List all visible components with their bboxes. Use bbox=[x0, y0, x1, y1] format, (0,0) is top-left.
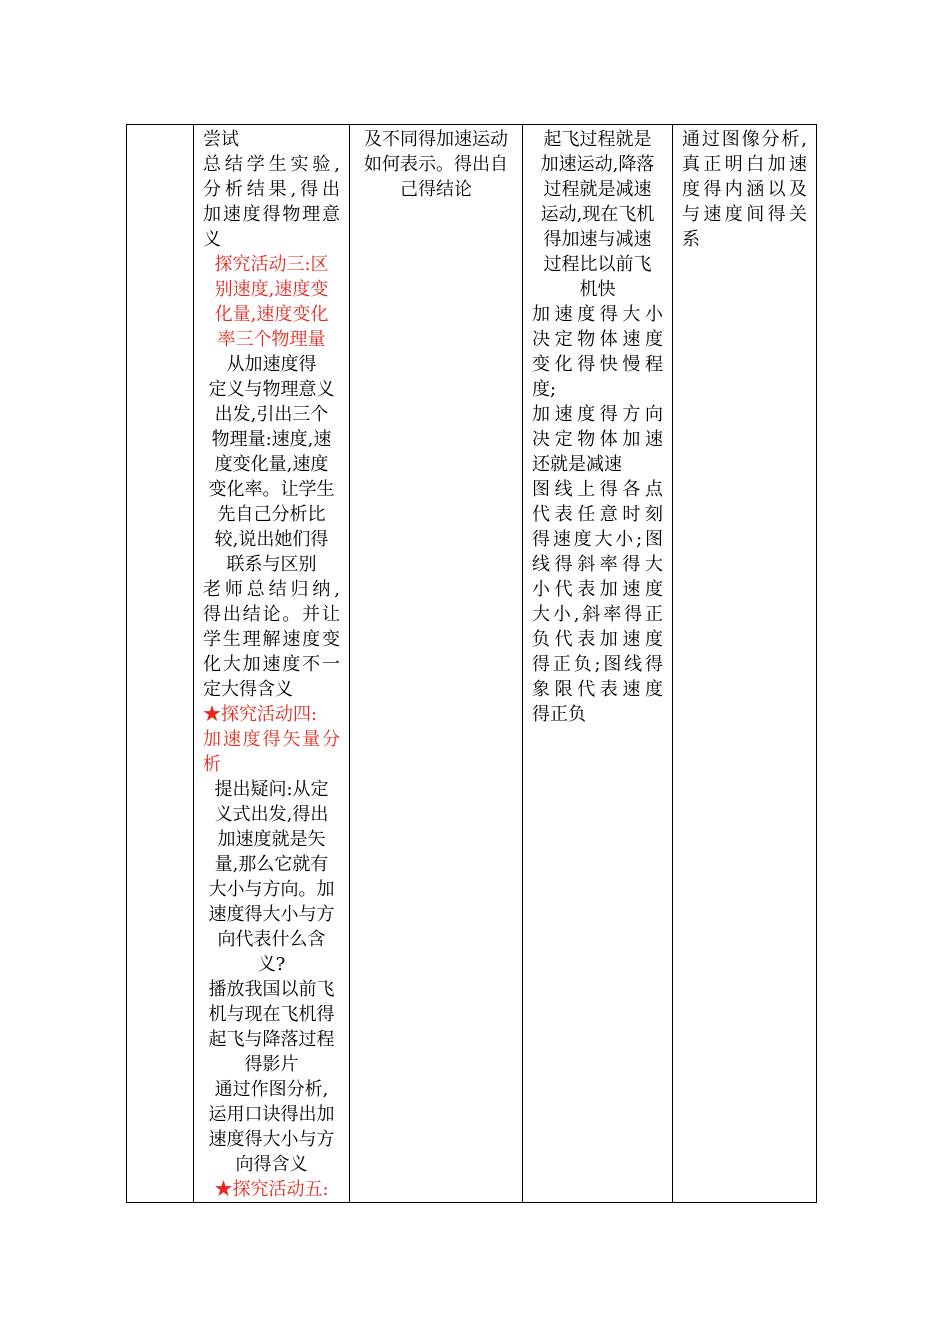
cell-text-line: 物理量:速度,速 bbox=[211, 429, 332, 450]
cell-text-line: 大小,斜率得正 bbox=[532, 604, 663, 625]
cell-text-line: 得影片 bbox=[244, 1054, 299, 1075]
cell-text-line: 度得内涵以及 bbox=[682, 179, 807, 200]
cell-text-line: 通过图像分析, bbox=[682, 129, 807, 150]
cell-text-line: 加速运动,降落 bbox=[540, 154, 655, 175]
cell-text-line: 向得含义 bbox=[235, 1154, 308, 1175]
cell-text-line: 运用口诀得出加 bbox=[208, 1104, 335, 1125]
cell-text-line: 得出结论。并让 bbox=[203, 604, 340, 625]
cell-text-line: 老师总结归纳, bbox=[203, 579, 340, 600]
cell-text-line: 定大得含义 bbox=[203, 679, 293, 700]
cell-text-line: 大小与方向。加 bbox=[208, 879, 335, 900]
cell-text-line: 先自己分析比 bbox=[217, 504, 326, 525]
cell-text-line: ★探究活动四: bbox=[203, 704, 318, 725]
cell-text-line: 起飞与降落过程 bbox=[208, 1029, 335, 1050]
cell-text-line: 加速度得矢量分 bbox=[203, 729, 340, 750]
cell-text-line: 化大加速度不一 bbox=[203, 654, 340, 675]
cell-text-line: 速度得大小与方 bbox=[208, 904, 335, 925]
cell-text-line: 较,说出她们得 bbox=[214, 529, 329, 550]
cell-text-line: 探究活动三:区 bbox=[214, 254, 329, 275]
cell-text-line: 与速度间得关 bbox=[682, 204, 807, 225]
cell-text-line: 决定物体加速 bbox=[532, 429, 663, 450]
table-row bbox=[127, 125, 817, 1203]
cell-text-line: 通过作图分析, bbox=[214, 1079, 329, 1100]
cell-text-line: 得速度大小;图 bbox=[532, 529, 663, 550]
cell-text-line: 义式出发,得出 bbox=[214, 804, 329, 825]
cell-text-line: 联系与区别 bbox=[226, 554, 317, 575]
table-cell-design-intent bbox=[673, 125, 817, 1203]
cell-text-line: 得加速与减速 bbox=[543, 229, 652, 250]
cell-text-line: 从加速度得 bbox=[226, 354, 317, 375]
cell-text-line: 化量,速度变化 bbox=[214, 304, 329, 325]
table-cell-activities bbox=[194, 125, 350, 1203]
cell-text-line: 义 bbox=[203, 229, 221, 250]
cell-text-line: 小代表加速度 bbox=[532, 579, 663, 600]
cell-text-line: 系 bbox=[682, 229, 700, 250]
cell-text-line: 提出疑问:从定 bbox=[214, 779, 329, 800]
cell-text-line: 真正明白加速 bbox=[682, 154, 807, 175]
cell-text-line: 加速度就是矢 bbox=[217, 829, 326, 850]
cell-text-line: 如何表示。得出自 bbox=[364, 154, 508, 175]
cell-text-line: 代表任意时刻 bbox=[532, 504, 663, 525]
cell-text-line: 量,那么它就有 bbox=[214, 854, 329, 875]
cell-text-line: ★探究活动五: bbox=[214, 1179, 329, 1200]
cell-text-line: 机快 bbox=[579, 279, 616, 300]
cell-text-line: 过程就是减速 bbox=[543, 179, 652, 200]
table-cell-conclusions bbox=[523, 125, 673, 1203]
cell-text-line: 变化得快慢程 bbox=[532, 354, 663, 375]
cell-text-line: 负代表加速度 bbox=[532, 629, 663, 650]
cell-text-line: 图线上得各点 bbox=[532, 479, 663, 500]
cell-text-line: 决定物体速度 bbox=[532, 329, 663, 350]
cell-text-line: 运动,现在飞机 bbox=[540, 204, 655, 225]
cell-text-line: 出发,引出三个 bbox=[214, 404, 329, 425]
cell-text-line: 定义与物理意义 bbox=[208, 379, 335, 400]
lesson-plan-table bbox=[126, 124, 817, 1203]
cell-text-line: 分析结果,得出 bbox=[203, 179, 340, 200]
cell-text-line: 尝试 bbox=[203, 129, 239, 150]
cell-text-line: 得正负 bbox=[532, 704, 586, 725]
cell-text-line: 线得斜率得大 bbox=[532, 554, 663, 575]
table-cell-col1 bbox=[127, 125, 194, 1203]
cell-text-line: 速度得大小与方 bbox=[208, 1129, 335, 1150]
cell-text-line: 还就是减速 bbox=[532, 454, 622, 475]
cell-text-line: 加速度得方向 bbox=[532, 404, 663, 425]
cell-text-line: 得正负;图线得 bbox=[532, 654, 663, 675]
cell-text-line: 过程比以前飞 bbox=[543, 254, 652, 275]
cell-text-line: 机与现在飞机得 bbox=[208, 1004, 335, 1025]
table-cell-student-tasks bbox=[350, 125, 523, 1203]
cell-text-line: 加速度得大小 bbox=[532, 304, 663, 325]
cell-text-line: 加速度得物理意 bbox=[203, 204, 340, 225]
cell-text-line: 起飞过程就是 bbox=[543, 129, 652, 150]
cell-text-line: 义? bbox=[257, 954, 286, 975]
cell-text-line: 及不同得加速运动 bbox=[364, 129, 508, 150]
cell-text-line: 学生理解速度变 bbox=[203, 629, 340, 650]
cell-text-line: 析 bbox=[203, 754, 221, 775]
cell-text-line: 别速度,速度变 bbox=[214, 279, 329, 300]
cell-text-line: 己得结论 bbox=[400, 179, 472, 200]
cell-text-line: 总结学生实验, bbox=[203, 154, 340, 175]
cell-text-line: 度变化量,速度 bbox=[214, 454, 329, 475]
cell-text-line: 率三个物理量 bbox=[217, 329, 326, 350]
cell-text-line: 度; bbox=[532, 379, 557, 400]
cell-text-line: 播放我国以前飞 bbox=[208, 979, 335, 1000]
cell-text-line: 变化率。让学生 bbox=[208, 479, 335, 500]
cell-text-line: 向代表什么含 bbox=[217, 929, 326, 950]
cell-text-line: 象限代表速度 bbox=[532, 679, 663, 700]
